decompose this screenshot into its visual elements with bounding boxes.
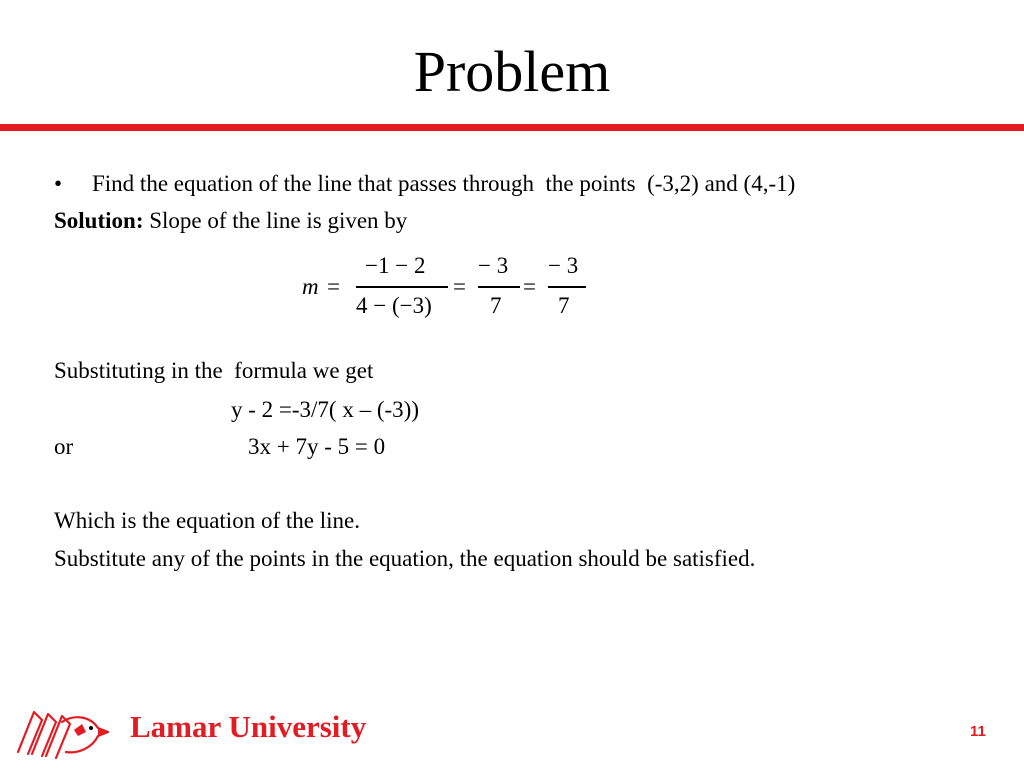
- formula-equals-1: =: [327, 274, 340, 299]
- standard-form-equation: 3x + 7y - 5 = 0: [248, 434, 386, 459]
- bullet-marker: •: [54, 171, 63, 196]
- cardinal-logo-icon: [12, 702, 112, 762]
- page-number: 11: [970, 723, 986, 740]
- slide-title: Problem: [413, 39, 611, 104]
- bullet-text: Find the equation of the line that passes through the points (-3,2) and (4,-1): [92, 171, 796, 196]
- point-slope-equation: y - 2 =-3/7( x – (-3)): [231, 397, 419, 422]
- fraction-2-bar: [478, 286, 520, 288]
- verification-line: Substitute any of the points in the equation, the equation should be satisfied.: [54, 546, 756, 571]
- fraction-1-bar: [356, 286, 448, 288]
- fraction-3-numerator: − 3: [548, 253, 579, 278]
- fraction-2-numerator: − 3: [478, 253, 509, 278]
- conclusion-line: Which is the equation of the line.: [54, 508, 360, 533]
- solution-text: Slope of the line is given by: [143, 208, 408, 233]
- substituting-line: Substituting in the formula we get: [54, 358, 374, 383]
- formula-equals-2: =: [453, 274, 466, 299]
- solution-label: Solution:: [54, 208, 144, 233]
- fraction-1-numerator: −1 − 2: [365, 253, 426, 278]
- fraction-1-denominator: 4 − (−3): [356, 293, 432, 318]
- slope-formula: [300, 250, 600, 326]
- university-name: Lamar University: [130, 709, 367, 744]
- title-divider: [0, 124, 1024, 131]
- fraction-3-bar: [548, 286, 586, 288]
- solution-line: [54, 207, 407, 235]
- or-label: or: [54, 434, 74, 459]
- fraction-2-denominator: 7: [490, 293, 502, 318]
- formula-lhs: m: [302, 274, 319, 299]
- fraction-3-denominator: 7: [558, 293, 570, 318]
- formula-equals-3: =: [523, 274, 536, 299]
